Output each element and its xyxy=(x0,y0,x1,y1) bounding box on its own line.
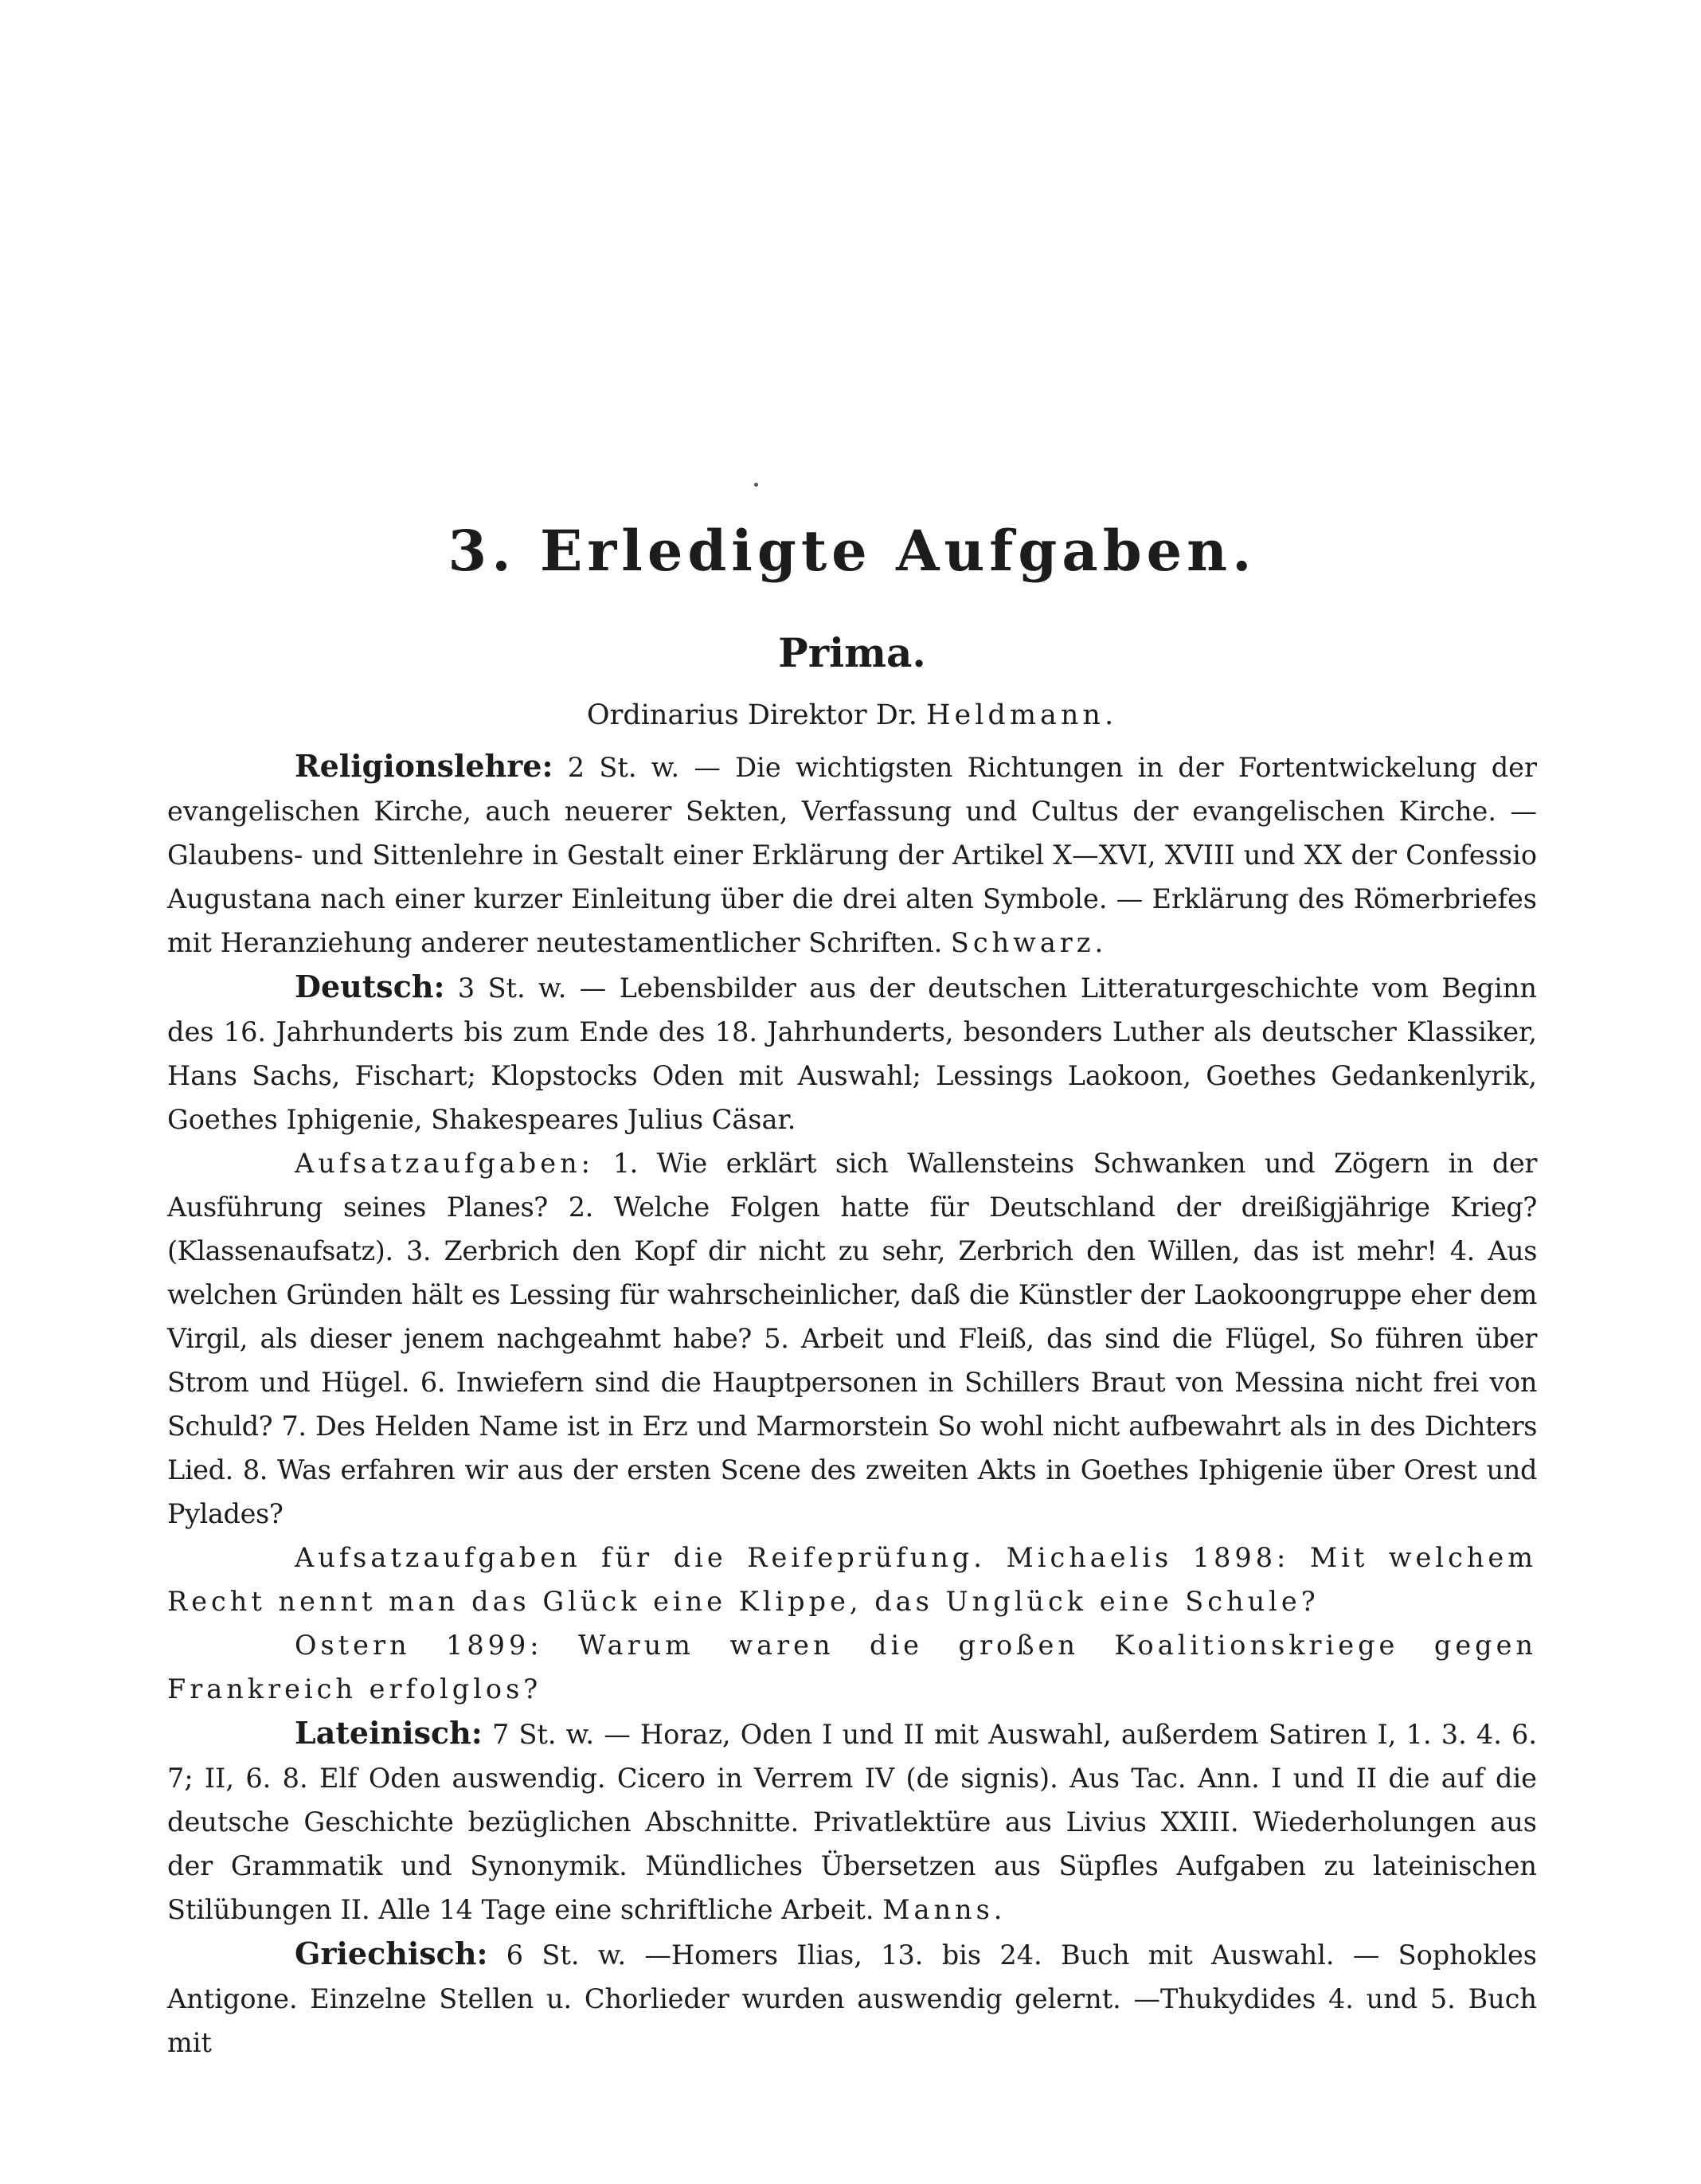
class-title: Prima. xyxy=(778,629,926,676)
religion-text: 2 St. w. — Die wichtigsten Richtungen in der Fortentwickelung der evangelischen Kirche, auch neuerer Sekten, Verfassung und Cultus der evangelischen Kirche. — Glaubens- und Sittenlehre in Gestalt einer Erklärung der Artikel X—XVI, XVIII und XX der Confessio Augustana nach einer kurzer Einleitung über die drei alten Symbole. — Erklärung des Römerbriefes mit Heranziehung anderer neutestamentlicher Schriften. xyxy=(167,752,1537,958)
subject-heading-religion: Religionslehre: xyxy=(295,748,553,784)
section-title: 3. Erledigte Aufgaben. xyxy=(448,518,1257,584)
subject-heading-latein: Lateinisch: xyxy=(295,1715,483,1751)
subject-heading-deutsch: Deutsch: xyxy=(295,969,445,1004)
paragraph-religion xyxy=(167,744,1537,965)
paragraph-deutsch xyxy=(167,965,1537,1141)
teacher-name-latein: Manns. xyxy=(882,1894,1007,1925)
ink-speck xyxy=(754,483,758,487)
griechisch-text: 6 St. w. —Homers Ilias, 13. bis 24. Buch mit Auswahl. — Sophokles Antigone. Einzelne Stellen u. Chorlieder wurden auswendig gelernt. —Thukydides 4. und 5. Buch mit xyxy=(167,1939,1538,2058)
ordinarius-name: Heldmann. xyxy=(926,699,1118,731)
document-page xyxy=(167,0,1537,2184)
subject-heading-griechisch: Griechisch: xyxy=(295,1935,488,1971)
paragraph-easter-topic: Ostern 1899: Warum waren die großen Koalitionskriege gegen Frankreich erfolglos? xyxy=(167,1630,1537,1705)
ordinarius-line xyxy=(167,699,1537,731)
paragraph-exam-topics: Aufsatzaufgaben für die Reifeprüfung. Michaelis 1898: Mit welchem Recht nennt man das Glück eine Klippe, das Unglück eine Schule? xyxy=(167,1542,1537,1617)
paragraph-essays xyxy=(167,1141,1537,1536)
paragraph-griechisch xyxy=(167,1932,1537,2065)
essays-label: Aufsatzaufgaben: xyxy=(295,1148,594,1179)
body-text xyxy=(167,744,1537,2065)
teacher-name-religion: Schwarz. xyxy=(950,927,1108,958)
latein-text: 7 St. w. — Horaz, Oden I und II mit Auswahl, außerdem Satiren I, 1. 3. 4. 6. 7; II, 6. 8. Elf Oden auswendig. Cicero in Verrem IV (de signis). Aus Tac. Ann. I und II die auf die deutsche Geschichte bezüglichen Abschnitte. Privatlektüre aus Livius XXIII. Wiederholungen aus der Grammatik und Synonymik. Mündliches Übersetzen aus Süpfles Aufgaben zu lateinischen Stilübungen II. Alle 14 Tage eine schriftliche Arbeit. xyxy=(167,1719,1537,1925)
deutsch-text: 3 St. w. — Lebensbilder aus der deutschen Litteraturgeschichte vom Beginn des 16. Jahrhunderts bis zum Ende des 18. Jahrhunderts, besonders Luther als deutscher Klassiker, Hans Sachs, Fischart; Klopstocks Oden mit Auswahl; Lessings Laokoon, Goethes Gedankenlyrik, Goethes Iphigenie, Shakespeares Julius Cäsar. xyxy=(167,973,1537,1135)
ordinarius-label: Ordinarius Direktor Dr. xyxy=(586,699,917,731)
essays-text: 1. Wie erklärt sich Wallensteins Schwanken und Zögern in der Ausführung seines Planes? 2. Welche Folgen hatte für Deutschland der dreißigjährige Krieg? (Klassenaufsatz). 3. Zerbrich den Kopf dir nicht zu sehr, Zerbrich den Willen, das ist mehr! 4. Aus welchen Gründen hält es Lessing für wahrscheinlicher, daß die Künstler der Laokoongruppe eher dem Virgil, als dieser jenem nachgeahmt habe? 5. Arbeit und Fleiß, das sind die Flügel, So führen über Strom und Hügel. 6. Inwiefern sind die Hauptpersonen in Schillers Braut von Messina nicht frei von Schuld? 7. Des Helden Name ist in Erz und Marmorstein So wohl nicht aufbewahrt als in des Dichters Lied. 8. Was erfahren wir aus der ersten Scene des zweiten Akts in Goethes Iphigenie über Orest und Pylades? xyxy=(167,1148,1537,1529)
paragraph-latein xyxy=(167,1711,1537,1932)
